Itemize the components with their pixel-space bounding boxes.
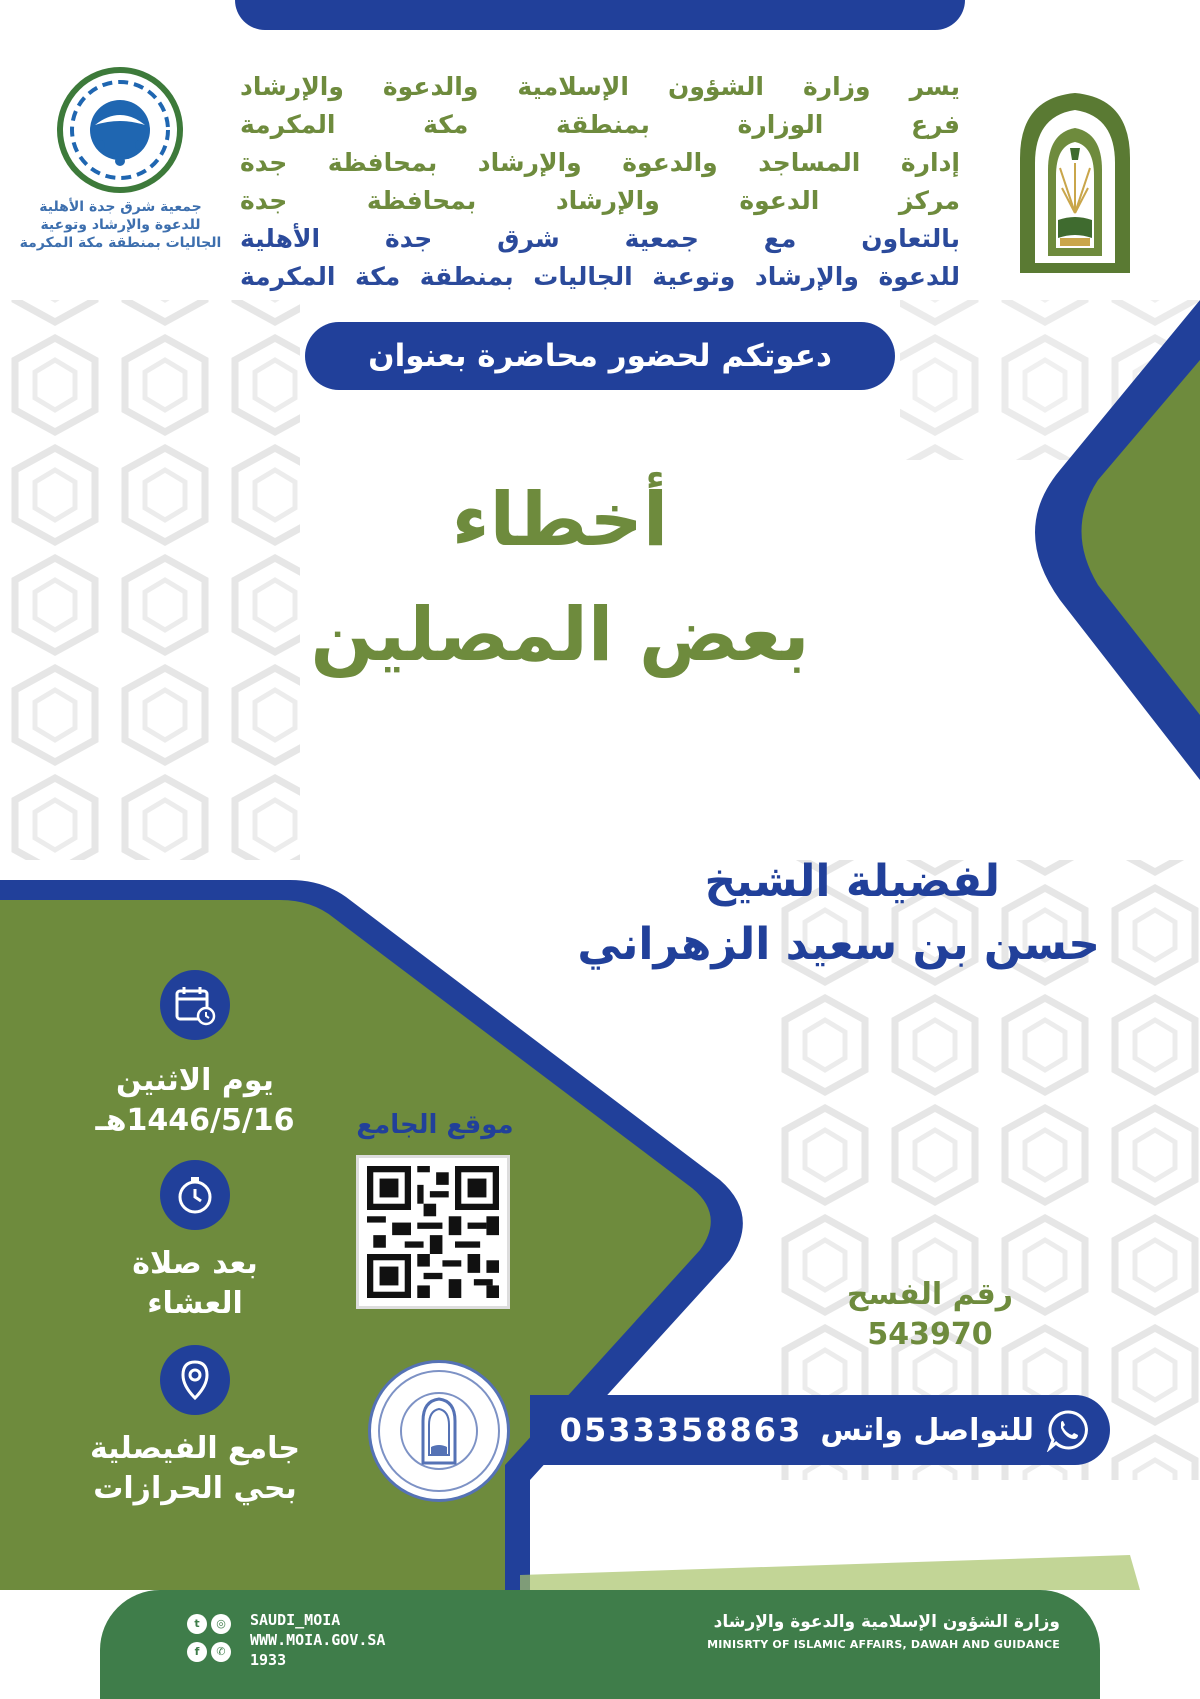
social-icons [185, 1612, 235, 1668]
speaker-name: حسن بن سعيد الزهراني [577, 919, 1100, 970]
header-text [240, 68, 960, 296]
footer-ministry-ar: وزارة الشؤون الإسلامية والدعوة والإرشاد [713, 1612, 1060, 1632]
footer-ministry [707, 1612, 1060, 1651]
permit-number: 543970 [867, 1317, 993, 1352]
header-line-1: يسر وزارة الشؤون الإسلامية والدعوة والإرشاد [240, 72, 960, 101]
center-stamp [368, 1360, 510, 1502]
phone-icon[interactable]: ✆ [211, 1642, 231, 1662]
whatsapp-contact-bar[interactable] [530, 1395, 1110, 1465]
stopwatch-icon [160, 1160, 230, 1230]
qr-code-icon [367, 1166, 499, 1298]
twitter-icon[interactable]: t [187, 1614, 207, 1634]
whatsapp-phone[interactable]: 0533358863 [559, 1411, 803, 1449]
event-time-line-2: العشاء [147, 1286, 243, 1321]
association-logo-icon [55, 65, 185, 195]
lecture-title-line-2: بعض المصلين [310, 592, 810, 678]
header-line-2: فرع الوزارة بمنطقة مكة المكرمة [240, 110, 960, 139]
instagram-icon[interactable]: ◎ [211, 1614, 231, 1634]
invite-banner: دعوتكم لحضور محاضرة بعنوان [305, 322, 895, 390]
qr-label: موقع الجامع [356, 1110, 514, 1140]
location-pin-icon [160, 1345, 230, 1415]
footer-handle[interactable]: SAUDI_MOIA [250, 1611, 341, 1629]
stamp-emblem-icon [371, 1363, 507, 1499]
event-place-line-1: جامع الفيصلية [89, 1431, 301, 1466]
association-logo-caption: جمعية شرق جدة الأهلية للدعوة والإرشاد وتوعية الجاليات بمنطقة مكة المكرمة [19, 199, 222, 251]
lecture-title-line-1: أخطاء [451, 477, 669, 563]
event-day: يوم الاثنين [116, 1063, 274, 1098]
event-time-line-1: بعد صلاة [132, 1246, 258, 1281]
calendar-icon [160, 970, 230, 1040]
permit-label: رقم الفسح [846, 1277, 1014, 1312]
header-line-5: بالتعاون مع جمعية شرق جدة الأهلية [240, 224, 960, 253]
footer-phone[interactable]: 1933 [250, 1651, 287, 1669]
footer-ministry-en: MINISRTY OF ISLAMIC AFFAIRS, DAWAH AND GUIDANCE [707, 1638, 1060, 1651]
speaker-honorific: لفضيلة الشيخ [704, 856, 1000, 907]
event-place-line-2: بحي الحرازات [93, 1471, 297, 1506]
header-line-3: إدارة المساجد والدعوة والإرشاد بمحافظة جدة [240, 148, 960, 177]
header-line-6: للدعوة والإرشاد وتوعية الجاليات بمنطقة مكة المكرمة [240, 262, 960, 291]
facebook-icon[interactable]: f [187, 1642, 207, 1662]
mosque-location-qr[interactable] [356, 1155, 510, 1309]
whatsapp-icon [1046, 1408, 1090, 1452]
footer-website[interactable]: WWW.MOIA.GOV.SA [250, 1631, 386, 1649]
event-date: 1446/5/16هـ [95, 1103, 295, 1138]
ministry-logo-icon [1000, 88, 1150, 278]
whatsapp-label: للتواصل واتس [820, 1412, 1034, 1448]
header-line-4: مركز الدعوة والإرشاد بمحافظة جدة [240, 186, 960, 215]
footer-contacts [250, 1610, 385, 1670]
